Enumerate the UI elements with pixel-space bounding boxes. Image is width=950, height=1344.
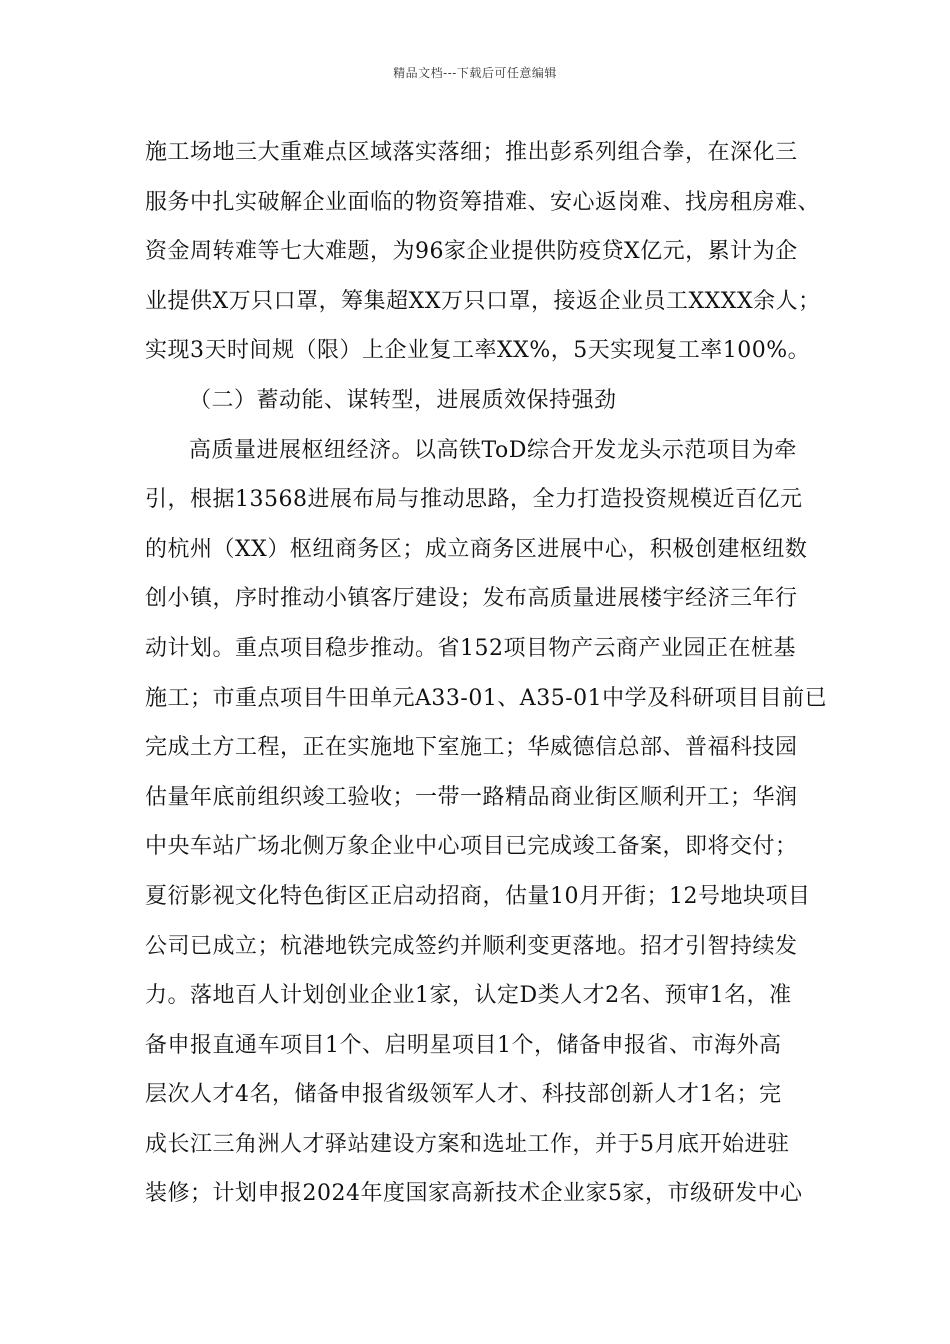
text-line: 服务中扎实破解企业面临的物资筹措难、安心返岗难、找房租房难、 [145, 189, 821, 215]
text-line: 公司已成立；杭港地铁完成签约并顺利变更落地。招才引智持续发 [145, 933, 798, 959]
text-line: 资金周转难等七大难题，为96家企业提供防疫贷X亿元，累计为企 [145, 239, 798, 265]
text-line: 估量年底前组织竣工验收；一带一路精品商业街区顺利开工；华润 [145, 784, 798, 810]
text-line: 备申报直通车项目1个、启明星项目1个，储备申报省、市海外高 [145, 1032, 782, 1058]
text-line: 夏衍影视文化特色街区正启动招商，估量10月开街；12号地块项目 [145, 883, 811, 909]
text-line: 创小镇，序时推动小镇客厅建设；发布高质量进展楼宇经济三年行 [145, 586, 798, 612]
text-line: 的杭州（XX）枢纽商务区；成立商务区进展中心，积极创建枢纽数 [145, 536, 808, 562]
text-line: 引，根据13568进展布局与推动思路，全力打造投资规模近百亿元 [145, 487, 803, 513]
text-line: 装修；计划申报2024年度国家高新技术企业家5家，市级研发中心 [145, 1181, 803, 1207]
text-line: 层次人才4名，储备申报省级领军人才、科技部创新人才1名；完 [145, 1082, 782, 1108]
text-line: 施工；市重点项目牛田单元A33-01、A35-01中学及科研项目目前已 [145, 685, 828, 711]
text-line: 力。落地百人计划创业企业1家，认定D类人才2名、预审1名，准 [145, 983, 792, 1009]
text-line: 完成土方工程，正在实施地下室施工；华威德信总部、普福科技园 [145, 735, 798, 761]
text-line: 实现3天时间规（限）上企业复工率XX%，5天实现复工率100%。 [145, 338, 811, 364]
section-heading: （二）蓄动能、谋转型，进展质效保持强劲 [189, 387, 617, 413]
document-body [145, 128, 828, 1219]
text-line: 业提供X万只口罩，筹集超XX万只口罩，接返企业员工XXXX余人； [145, 288, 821, 314]
text-line: 成长江三角洲人才驿站建设方案和选址工作，并于5月底开始进驻 [145, 1131, 790, 1157]
text-line: 施工场地三大重难点区域落实落细；推出彭系列组合拳，在深化三 [145, 140, 798, 165]
text-line: 动计划。重点项目稳步推动。省152项目物产云商产业园正在桩基 [145, 635, 796, 661]
page-header: 精品文档---下载后可任意编辑 [393, 66, 557, 80]
text-line: 中央车站广场北侧万象企业中心项目已完成竣工备案，即将交付； [145, 834, 798, 860]
paragraph-first-line: 高质量进展枢纽经济。以高铁ToD综合开发龙头示范项目为牵 [189, 437, 797, 463]
